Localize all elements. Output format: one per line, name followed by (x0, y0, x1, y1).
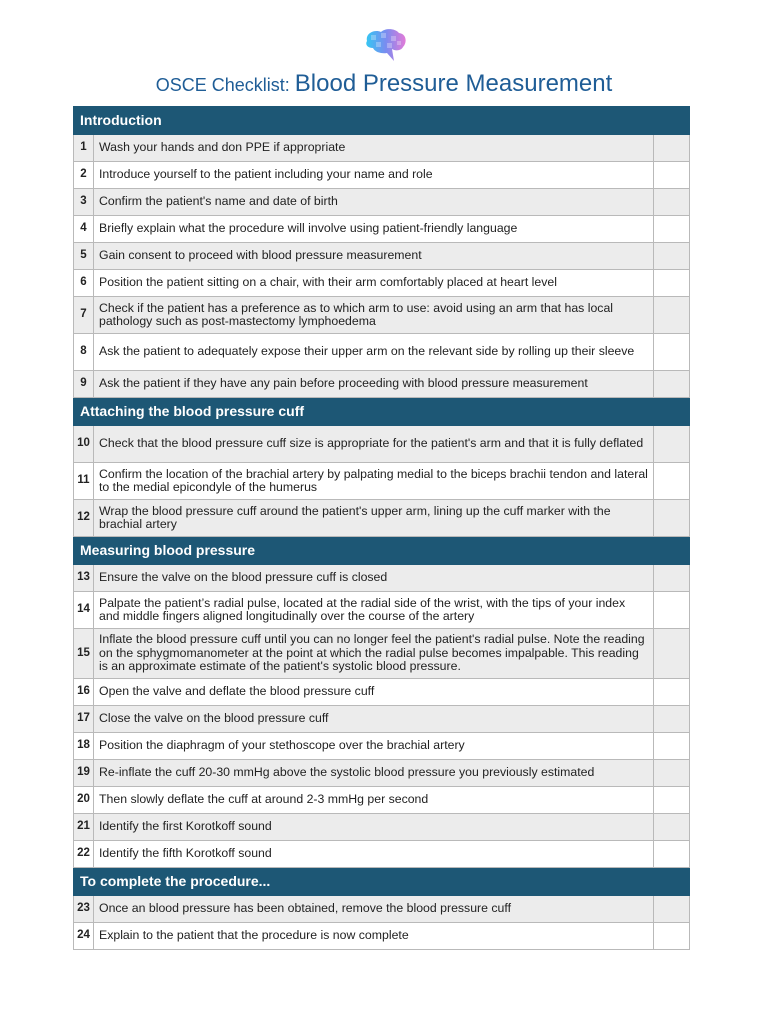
checkbox-cell[interactable] (654, 297, 690, 334)
item-number: 10 (74, 426, 94, 463)
checklist-row (74, 592, 690, 629)
section-title: Introduction (74, 107, 690, 135)
checklist-row (74, 923, 690, 950)
checklist-row (74, 162, 690, 189)
item-number: 15 (74, 629, 94, 679)
checkbox-cell[interactable] (654, 216, 690, 243)
checklist-row (74, 629, 690, 679)
checkbox-cell[interactable] (654, 592, 690, 629)
checklist-row (74, 216, 690, 243)
checklist-row (74, 189, 690, 216)
brain-logo-icon (361, 27, 409, 65)
checkbox-cell[interactable] (654, 189, 690, 216)
item-text: Identify the fifth Korotkoff sound (94, 841, 654, 868)
item-number: 5 (74, 243, 94, 270)
checkbox-cell[interactable] (654, 463, 690, 500)
item-number: 4 (74, 216, 94, 243)
item-number: 2 (74, 162, 94, 189)
checkbox-cell[interactable] (654, 841, 690, 868)
item-number: 20 (74, 787, 94, 814)
item-text: Identify the first Korotkoff sound (94, 814, 654, 841)
checklist-row (74, 371, 690, 398)
checkbox-cell[interactable] (654, 679, 690, 706)
item-text: Gain consent to proceed with blood pressure measurement (94, 243, 654, 270)
checklist-row (74, 463, 690, 500)
section-header (74, 537, 690, 565)
item-number: 13 (74, 565, 94, 592)
item-number: 12 (74, 500, 94, 537)
checklist-row (74, 679, 690, 706)
item-number: 11 (74, 463, 94, 500)
item-text: Confirm the location of the brachial artery by palpating medial to the biceps brachii tendon and lateral to the medial epicondyle of the humerus (94, 463, 654, 500)
section-title: Measuring blood pressure (74, 537, 690, 565)
checklist-row (74, 733, 690, 760)
checkbox-cell[interactable] (654, 334, 690, 371)
item-number: 17 (74, 706, 94, 733)
checklist-row (74, 565, 690, 592)
checklist-row (74, 896, 690, 923)
checklist-row (74, 500, 690, 537)
item-number: 19 (74, 760, 94, 787)
item-text: Inflate the blood pressure cuff until you can no longer feel the patient's radial pulse. Note the reading on the sphygmomanometer at the point at which the radial pulse becomes impalpable. This reading is an approximate estimate of the patient's systolic blood pressure. (94, 629, 654, 679)
checkbox-cell[interactable] (654, 500, 690, 537)
item-text: Check that the blood pressure cuff size is appropriate for the patient's arm and that it is fully deflated (94, 426, 654, 463)
checkbox-cell[interactable] (654, 629, 690, 679)
section-title: Attaching the blood pressure cuff (74, 398, 690, 426)
item-text: Open the valve and deflate the blood pressure cuff (94, 679, 654, 706)
item-number: 22 (74, 841, 94, 868)
item-text: Wrap the blood pressure cuff around the patient's upper arm, lining up the cuff marker with the brachial artery (94, 500, 654, 537)
checkbox-cell[interactable] (654, 787, 690, 814)
checkbox-cell[interactable] (654, 733, 690, 760)
item-number: 24 (74, 923, 94, 950)
item-text: Confirm the patient's name and date of birth (94, 189, 654, 216)
checkbox-cell[interactable] (654, 760, 690, 787)
item-number: 3 (74, 189, 94, 216)
item-text: Explain to the patient that the procedure is now complete (94, 923, 654, 950)
item-text: Then slowly deflate the cuff at around 2-3 mmHg per second (94, 787, 654, 814)
item-text: Re-inflate the cuff 20-30 mmHg above the systolic blood pressure you previously estimated (94, 760, 654, 787)
item-text: Ask the patient to adequately expose their upper arm on the relevant side by rolling up their sleeve (94, 334, 654, 371)
checkbox-cell[interactable] (654, 814, 690, 841)
section-header (74, 868, 690, 896)
item-text: Ask the patient if they have any pain before proceeding with blood pressure measurement (94, 371, 654, 398)
item-number: 18 (74, 733, 94, 760)
section-header (74, 107, 690, 135)
checkbox-cell[interactable] (654, 243, 690, 270)
item-text: Close the valve on the blood pressure cuff (94, 706, 654, 733)
checklist-row (74, 297, 690, 334)
checkbox-cell[interactable] (654, 270, 690, 297)
item-number: 16 (74, 679, 94, 706)
item-number: 21 (74, 814, 94, 841)
checklist-row (74, 760, 690, 787)
item-number: 14 (74, 592, 94, 629)
checklist-row (74, 426, 690, 463)
section-title: To complete the procedure... (74, 868, 690, 896)
item-text: Introduce yourself to the patient including your name and role (94, 162, 654, 189)
checklist-row (74, 270, 690, 297)
checklist-row (74, 135, 690, 162)
checkbox-cell[interactable] (654, 706, 690, 733)
section-header (74, 398, 690, 426)
item-text: Position the patient sitting on a chair, with their arm comfortably placed at heart level (94, 270, 654, 297)
checkbox-cell[interactable] (654, 426, 690, 463)
checkbox-cell[interactable] (654, 896, 690, 923)
checkbox-cell[interactable] (654, 923, 690, 950)
title-main: Blood Pressure Measurement (294, 70, 613, 97)
item-text: Wash your hands and don PPE if appropriate (94, 135, 654, 162)
item-text: Ensure the valve on the blood pressure cuff is closed (94, 565, 654, 592)
checklist-row (74, 334, 690, 371)
checklist-row (74, 814, 690, 841)
checklist-table (73, 106, 690, 950)
item-number: 23 (74, 896, 94, 923)
checklist-row (74, 243, 690, 270)
item-number: 8 (74, 334, 94, 371)
item-number: 6 (74, 270, 94, 297)
checklist-row (74, 787, 690, 814)
checkbox-cell[interactable] (654, 162, 690, 189)
item-text: Position the diaphragm of your stethoscope over the brachial artery (94, 733, 654, 760)
item-number: 7 (74, 297, 94, 334)
checkbox-cell[interactable] (654, 371, 690, 398)
item-text: Palpate the patient’s radial pulse, located at the radial side of the wrist, with the tips of your index and middle fingers aligned longitudinally over the course of the artery (94, 592, 654, 629)
title-prefix: OSCE Checklist: (155, 75, 295, 95)
checkbox-cell[interactable] (654, 565, 690, 592)
checklist-row (74, 706, 690, 733)
item-text: Once an blood pressure has been obtained, remove the blood pressure cuff (94, 896, 654, 923)
item-number: 9 (74, 371, 94, 398)
item-text: Briefly explain what the procedure will involve using patient-friendly language (94, 216, 654, 243)
item-text: Check if the patient has a preference as to which arm to use: avoid using an arm that has local pathology such as post-mastectomy lymphoedema (94, 297, 654, 334)
checkbox-cell[interactable] (654, 135, 690, 162)
page-title (0, 70, 768, 98)
item-number: 1 (74, 135, 94, 162)
checklist-row (74, 841, 690, 868)
